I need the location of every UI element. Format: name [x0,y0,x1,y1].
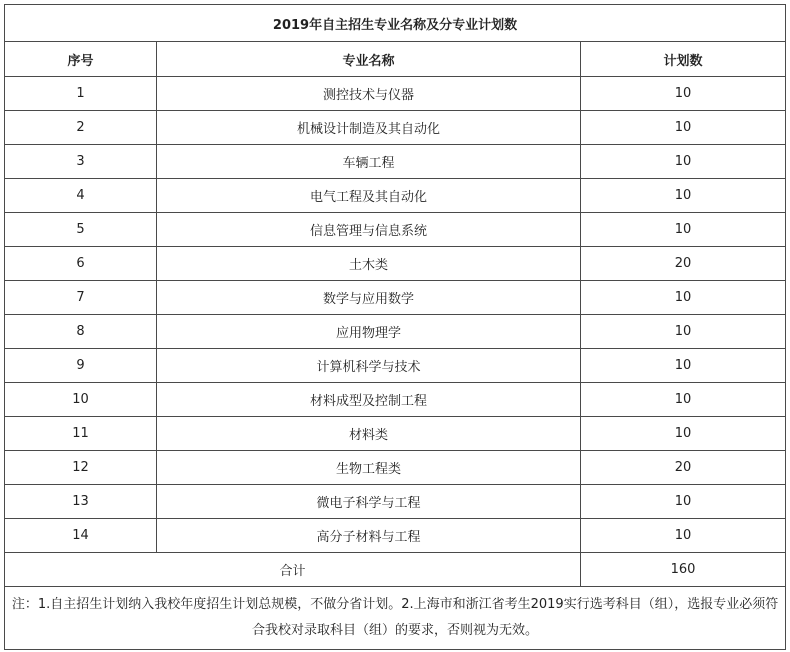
cell-plan: 20 [581,451,786,485]
cell-seq: 10 [5,383,157,417]
table-row [5,111,786,145]
cell-seq: 7 [5,281,157,315]
cell-seq: 1 [5,77,157,111]
note-row [5,587,786,650]
table-row [5,451,786,485]
cell-seq: 12 [5,451,157,485]
cell-plan: 10 [581,383,786,417]
header-seq: 序号 [5,42,157,77]
cell-seq: 9 [5,349,157,383]
table-row [5,213,786,247]
cell-major: 微电子科学与工程 [157,485,581,519]
cell-seq: 13 [5,485,157,519]
cell-plan: 10 [581,111,786,145]
table-row [5,77,786,111]
table-note: 注：1.自主招生计划纳入我校年度招生计划总规模，不做分省计划。2.上海市和浙江省考生2019实行选考科目（组），选报专业必须符合我校对录取科目（组）的要求，否则视为无效。 [5,587,786,650]
cell-plan: 10 [581,281,786,315]
cell-plan: 10 [581,77,786,111]
total-label: 合计 [5,553,581,587]
total-value: 160 [581,553,786,587]
cell-major: 应用物理学 [157,315,581,349]
cell-major: 材料类 [157,417,581,451]
cell-major: 数学与应用数学 [157,281,581,315]
table-row [5,349,786,383]
cell-seq: 14 [5,519,157,553]
header-plan: 计划数 [581,42,786,77]
cell-seq: 4 [5,179,157,213]
cell-plan: 10 [581,485,786,519]
cell-seq: 2 [5,111,157,145]
cell-plan: 10 [581,213,786,247]
table-row [5,519,786,553]
cell-seq: 3 [5,145,157,179]
cell-plan: 10 [581,145,786,179]
cell-plan: 10 [581,179,786,213]
cell-major: 高分子材料与工程 [157,519,581,553]
cell-major: 信息管理与信息系统 [157,213,581,247]
table-row [5,383,786,417]
table-row [5,315,786,349]
table-title: 2019年自主招生专业名称及分专业计划数 [5,5,786,42]
cell-plan: 10 [581,315,786,349]
cell-major: 材料成型及控制工程 [157,383,581,417]
cell-plan: 10 [581,417,786,451]
table-title-row [5,5,786,42]
cell-major: 电气工程及其自动化 [157,179,581,213]
cell-major: 土木类 [157,247,581,281]
cell-major: 测控技术与仪器 [157,77,581,111]
admission-plan-table [4,4,786,650]
table-row [5,485,786,519]
cell-seq: 8 [5,315,157,349]
cell-plan: 20 [581,247,786,281]
table-header-row [5,42,786,77]
header-major: 专业名称 [157,42,581,77]
admission-plan-table-container [4,4,785,650]
table-row [5,417,786,451]
cell-plan: 10 [581,349,786,383]
cell-seq: 11 [5,417,157,451]
table-row [5,247,786,281]
table-row [5,145,786,179]
cell-major: 机械设计制造及其自动化 [157,111,581,145]
table-row [5,179,786,213]
cell-seq: 5 [5,213,157,247]
table-row [5,281,786,315]
total-row [5,553,786,587]
cell-major: 计算机科学与技术 [157,349,581,383]
cell-plan: 10 [581,519,786,553]
cell-major: 车辆工程 [157,145,581,179]
cell-major: 生物工程类 [157,451,581,485]
cell-seq: 6 [5,247,157,281]
